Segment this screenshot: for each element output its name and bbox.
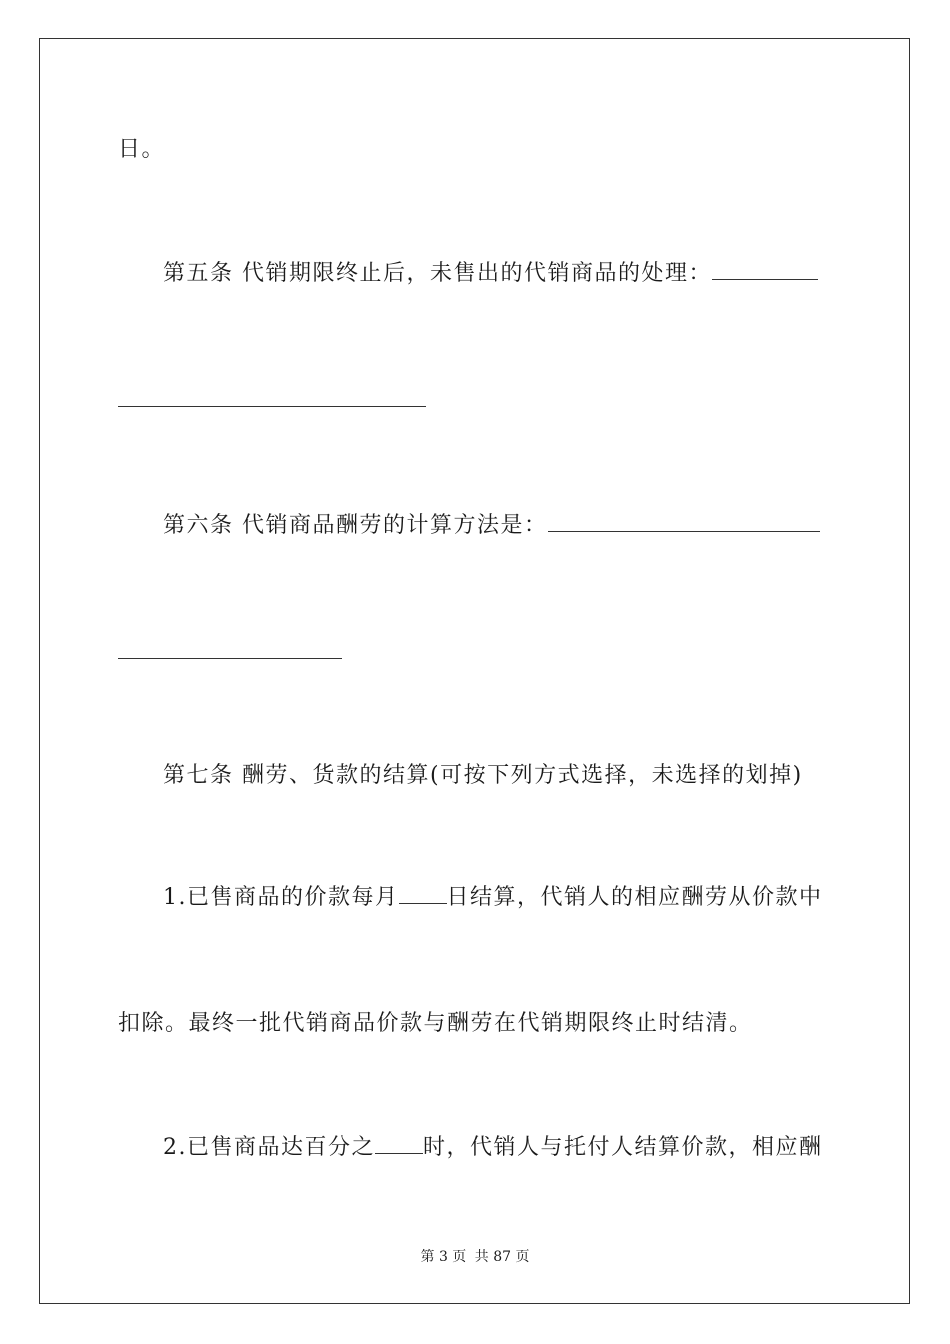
text-line-1: 日。 bbox=[118, 137, 166, 162]
article-6-text bbox=[163, 511, 820, 541]
total-pages: 共 87 页 bbox=[474, 1249, 530, 1265]
clause-1-part-b: 日结算，代销人的相应酬劳从价款中 bbox=[446, 885, 823, 910]
clause-2-part-b: 时，代销人与托付人结算价款，相应酬 bbox=[423, 1135, 823, 1160]
article-5-blank[interactable] bbox=[712, 259, 818, 280]
clause-1-continuation: 扣除。最终一批代销商品价款与酬劳在代销期限终止时结清。 bbox=[118, 1011, 753, 1036]
article-6-blank-line-2[interactable] bbox=[118, 658, 342, 659]
article-6-label: 第六条 代销商品酬劳的计算方法是： bbox=[163, 513, 548, 538]
article-6-blank[interactable] bbox=[548, 511, 820, 532]
page-number: 第 3 页 bbox=[420, 1249, 467, 1265]
clause-1-part-a: 1.已售商品的价款每月 bbox=[163, 885, 399, 910]
article-5-blank-line-2[interactable] bbox=[118, 406, 426, 407]
article-5-text bbox=[163, 259, 818, 289]
page-footer bbox=[0, 1248, 950, 1266]
clause-2-part-a: 2.已售商品达百分之 bbox=[163, 1135, 375, 1160]
clause-2-percent-blank[interactable] bbox=[375, 1133, 423, 1154]
page-border bbox=[39, 38, 910, 1304]
article-7-heading: 第七条 酬劳、货款的结算(可按下列方式选择，未选择的划掉) bbox=[163, 763, 803, 788]
clause-2-text bbox=[163, 1133, 823, 1163]
clause-1-text bbox=[163, 883, 823, 913]
article-5-label: 第五条 代销期限终止后，未售出的代销商品的处理： bbox=[163, 261, 712, 286]
clause-1-day-blank[interactable] bbox=[399, 883, 447, 904]
